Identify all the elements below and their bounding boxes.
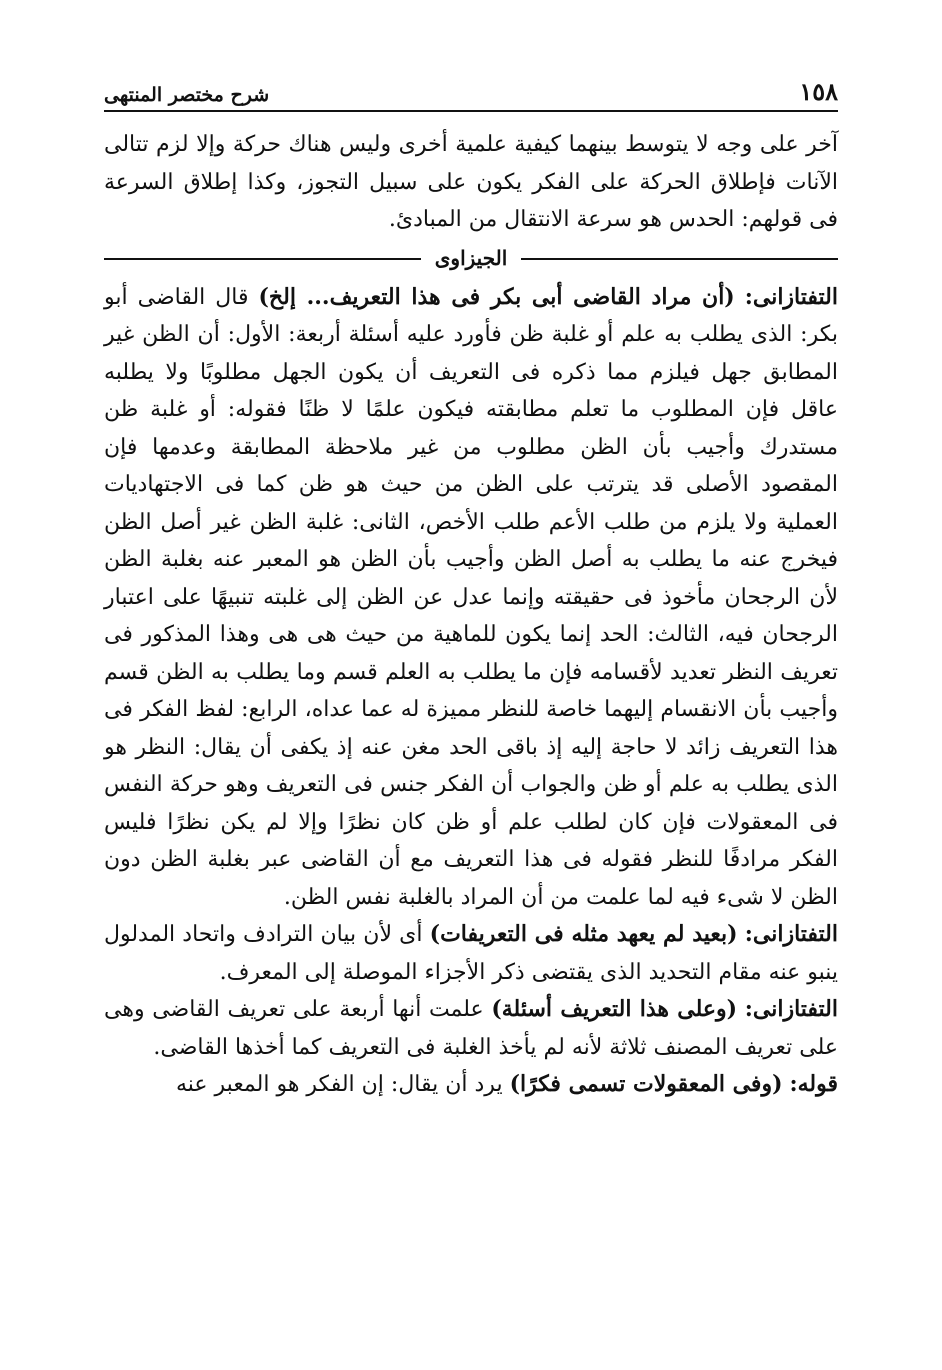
divider-line-left (104, 258, 421, 260)
section-title: الجيزاوى (434, 245, 508, 270)
speaker-label: قوله: (789, 1071, 838, 1097)
paragraph-text: يرد أن يقال: إن الفكر هو المعبر عنه (175, 1072, 503, 1097)
commentary-paragraph-2 (104, 916, 838, 991)
divider-line-right (521, 258, 838, 260)
quoted-lemma: (وعلى هذا التعريف أسئلة) (491, 996, 738, 1022)
page-header (104, 72, 838, 106)
quoted-lemma: (أن مراد القاضى أبى بكر فى هذا التعريف... إلخ) (258, 283, 735, 310)
header-rule (104, 110, 838, 112)
page-number: ١٥٨ (799, 77, 838, 106)
speaker-label: التفتازانى: (744, 921, 838, 947)
paragraph-text: أى لأن بيان الترادف واتحاد المدلول ينبو عنه مقام التحديد الذى يقتضى ذكر الأجزاء الموصلة إلى المعرف. (104, 922, 838, 985)
top-paragraph: آخر على وجه لا يتوسط بينهما كيفية علمية أخرى وليس هناك حركة وإلا لزم تتالى الآنات فإطلاق الحركة على الفكر يكون على سبيل التجوز، وكذا إطلاق السرعة فى قولهم: الحدس هو سرعة الانتقال من المبادئ. (104, 132, 838, 232)
paragraph-text: علمت أنها أربعة على تعريف القاضى وهى على تعريف المصنف ثلاثة لأنه لم يأخذ الغلبة فى التعريف كما أخذها القاضى. (104, 997, 838, 1060)
section-divider (104, 241, 838, 277)
quoted-lemma: (وفى المعقولات تسمى فكرًا) (509, 1071, 783, 1097)
speaker-label: التفتازانى: (744, 283, 838, 310)
commentary-paragraph-3 (104, 991, 838, 1066)
paragraph-text: قال القاضى أبو بكر: الذى يطلب به علم أو غلبة ظن فأورد عليه أسئلة أربعة: الأول: أن الظن غير المطابق جهل فيلزم مما ذكره فى التعريف أن يكون الجهل مطلوبًا ولا يطلبه عاقل فإن المطلوب ما تعلم مطابقته فيكون علمًا لا ظنًا فقوله: أو غلبة ظن مستدرك وأجيب بأن الظن مطلوب من غير ملاحظة المطابقة وعدمها فإن المقصود الأصلى قد يترتب على الظن من حيث هو ظن كما فى الاجتهاديات العملية ولا يلزم من طلب الأعم طلب الأخص، الثانى: غلبة الظن غير أصل الظن فيخرج عنه ما يطلب به أصل الظن وأجيب بأن الظن هو المعبر عنه بغلبة الظن لأن الرجحان مأخوذ فى حقيقته وإنما عدل عن الظن إلى غلبته تنبيهًا على اعتبار الرجحان فيه، الثالث: الحد إنما يكون للماهية من حيث هى هى وهذا المذكور فى تعريف النظر تعديد لأقسامه فإن ما يطلب به العلم قسم وما يطلب به الظن قسم وأجيب بأن الانقسام إليهما خاصة للنظر مميزة له عما عداه، الرابع: لفظ الفكر فى هذا التعريف زائد لا حاجة إليه إذ باقى الحد مغن عنه إذ يكفى أن يقال: النظر هو الذى يطلب به علم أو ظن والجواب أن الفكر جنس فى التعريف وهو حركة النفس فى المعقولات فإن كان لطلب علم أو ظن كان نظرًا وإلا لم يكن نظرًا فليس الفكر مرادفًا للنظر فقوله فى هذا التعريف مع أن القاضى عبر بغلبة الظن دون الظن لا شىء فيه لما علمت من أن المراد بالغلبة نفس الظن. (104, 284, 838, 910)
page-body (104, 126, 838, 1104)
commentary-paragraph-4 (104, 1066, 838, 1104)
speaker-label: التفتازانى: (744, 996, 838, 1022)
quoted-lemma: (بعيد لم يعهد مثله فى التعريفات) (429, 921, 738, 947)
commentary-paragraph-1 (104, 279, 838, 917)
running-title: شرح مختصر المنتهى (104, 84, 270, 106)
